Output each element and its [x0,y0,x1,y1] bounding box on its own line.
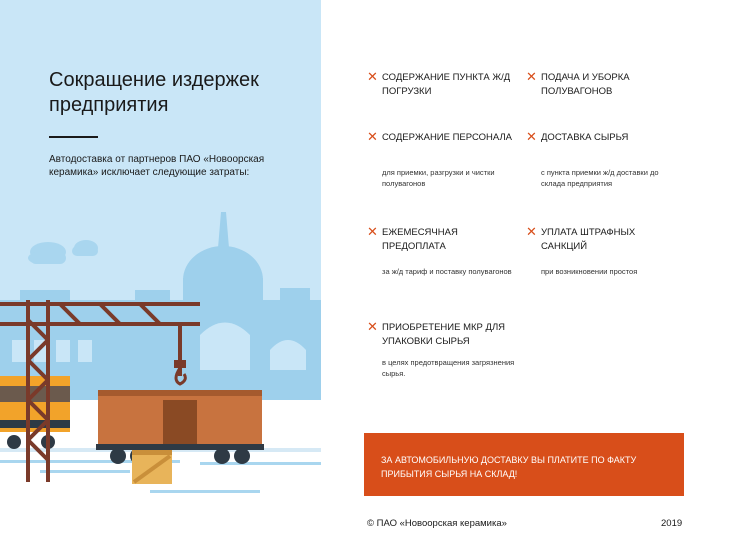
railway-illustration [0,200,321,550]
close-x-icon: ✕ [526,129,537,144]
close-x-icon: ✕ [526,224,537,239]
left-panel [0,0,321,550]
close-x-icon: ✕ [367,69,378,84]
cost-item-note: для приемки, разгрузки и чистки полувагонов [382,168,495,188]
cost-item-heading: ЕЖЕМЕСЯЧНАЯ ПРЕДОПЛАТА [382,227,458,252]
cost-item-note: в целях предотвращения загрязнения сырья. [382,358,515,378]
close-x-icon: ✕ [367,319,378,334]
cost-item-note: при возникновении простоя [541,267,638,276]
close-x-icon: ✕ [367,224,378,239]
cost-item-note: за ж/д тариф и поставку полувагонов [382,267,512,276]
cost-item-heading: СОДЕРЖАНИЕ ПУНКТА Ж/Д ПОГРУЗКИ [382,72,511,97]
wooden-crate-icon [132,450,172,484]
cost-item-note: с пункта приемки ж/д доставки до склада предприятия [541,168,659,188]
cost-item-heading: УПЛАТА ШТРАФНЫХ САНКЦИЙ [541,227,636,252]
cost-item-heading: ПРИОБРЕТЕНИЕ МКР ДЛЯ УПАКОВКИ СЫРЬЯ [382,322,506,347]
title-divider [49,136,98,138]
cta-banner [364,433,684,496]
cost-item-heading: ПОДАЧА И УБОРКА ПОЛУВАГОНОВ [541,72,630,97]
cost-item-heading: ДОСТАВКА СЫРЬЯ [541,132,629,143]
cta-text: ЗА АВТОМОБИЛЬНУЮ ДОСТАВКУ ВЫ ПЛАТИТЕ ПО ФАКТУ ПРИБЫТИЯ СЫРЬЯ НА СКЛАД! [381,455,637,479]
close-x-icon: ✕ [367,129,378,144]
page-title: Сокращение издержек предприятия [49,69,259,116]
footer-year: 2019 [661,518,683,529]
footer-copyright: © ПАО «Новоорская керамика» [367,518,507,529]
cloud-icon [72,240,98,256]
intro-text: Автодоставка от партнеров ПАО «Новоорская керамика» исключает следующие затраты: [49,154,265,178]
close-x-icon: ✕ [526,69,537,84]
cloud-icon [28,242,66,264]
cost-item-heading: СОДЕРЖАНИЕ ПЕРСОНАЛА [382,132,513,143]
